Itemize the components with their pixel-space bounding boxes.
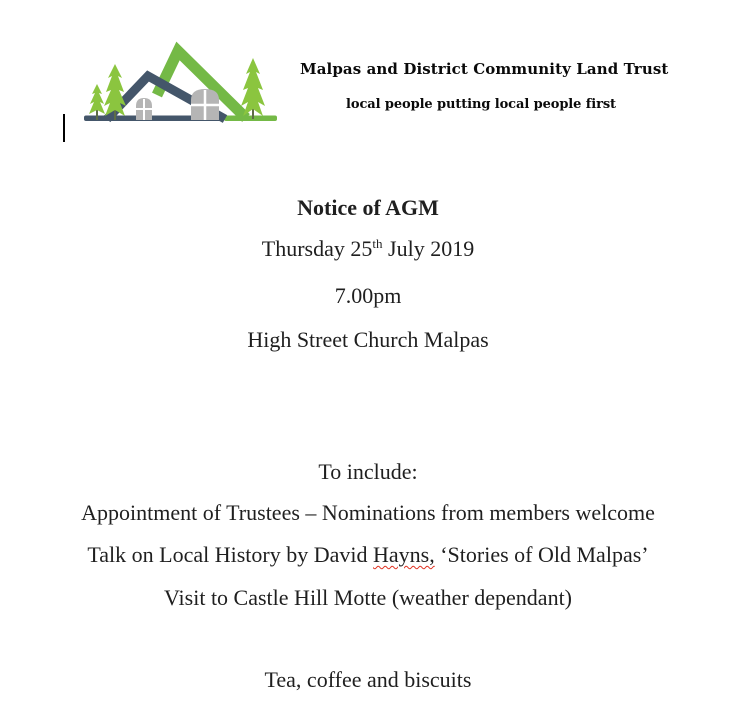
refreshments-line[interactable]: Tea, coffee and biscuits <box>264 667 472 692</box>
org-name[interactable]: Malpas and District Community Land Trust <box>300 60 669 78</box>
event-date-ordinal: th <box>372 236 383 251</box>
agenda-item-talk[interactable] <box>0 542 736 568</box>
event-venue[interactable]: High Street Church Malpas <box>247 327 489 352</box>
event-time[interactable]: 7.00pm <box>334 283 402 308</box>
org-tagline[interactable]: local people putting local people first <box>346 97 616 112</box>
agenda-item-visit[interactable]: Visit to Castle Hill Motte (weather dependant) <box>163 585 573 610</box>
houses-trees-logo-graphic <box>60 38 280 138</box>
text-insertion-cursor <box>63 114 65 142</box>
large-window-icon <box>191 89 219 120</box>
notice-title[interactable]: Notice of AGM <box>297 195 439 220</box>
logo-ground-line-green <box>224 116 277 122</box>
tree-icon-left-tall <box>104 64 126 120</box>
event-date-rest: July 2019 <box>382 236 475 261</box>
include-heading[interactable]: To include: <box>318 459 418 484</box>
event-date-main: Thursday 25 <box>261 236 373 261</box>
tree-icon-left-small <box>89 84 105 120</box>
org-header <box>300 0 669 140</box>
agenda-item-trustees[interactable]: Appointment of Trustees – Nominations from members welcome <box>81 500 655 525</box>
talk-text-after: ‘Stories of Old Malpas’ <box>434 542 649 567</box>
talk-speaker-name-spellchecked: Hayns, <box>373 542 435 567</box>
org-logo[interactable] <box>60 38 280 138</box>
event-date[interactable] <box>0 236 736 262</box>
small-window-icon <box>136 98 152 120</box>
talk-text-before: Talk on Local History by David <box>87 542 374 567</box>
